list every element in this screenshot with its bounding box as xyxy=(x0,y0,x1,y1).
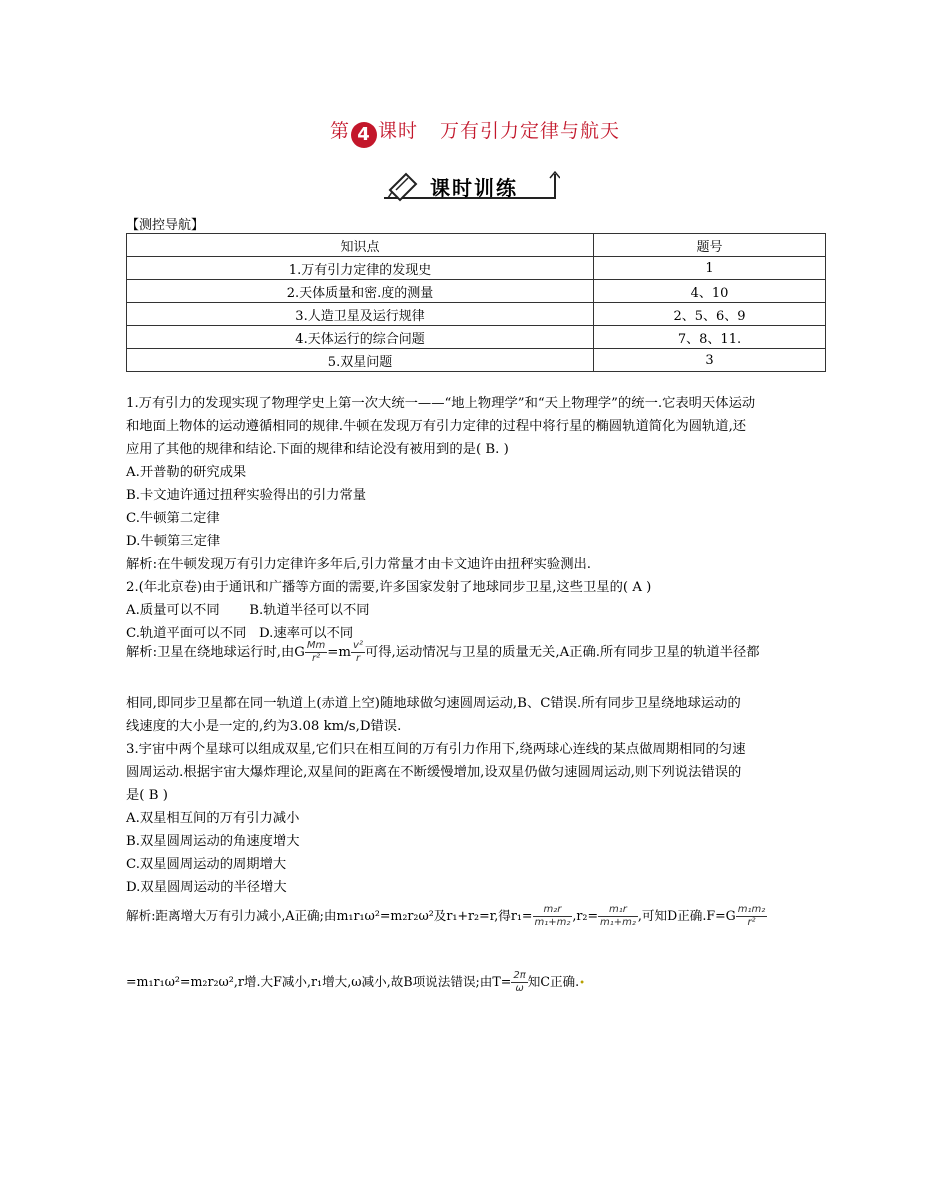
fraction-force: $\frac{\text{m₁m₂}}{\text{r²}}$ xyxy=(737,904,766,928)
q1-option-a: A.开普勒的研究成果 xyxy=(126,465,247,480)
q2-analysis-line: 线速度的大小是一定的,约为3.08 km/s,D错误. xyxy=(126,719,402,734)
topic-cell: 3.人造卫星及运行规律 xyxy=(127,303,594,326)
col-questions-header: 题号 xyxy=(594,234,826,257)
training-banner xyxy=(380,168,560,202)
title-topic: 万有引力定律与航天 xyxy=(440,120,621,142)
topic-cell: 1.万有引力定律的发现史 xyxy=(127,257,594,280)
banner-text: 课时训练 xyxy=(430,176,518,200)
q3-analysis-cont xyxy=(126,970,832,995)
q2-analysis-part: 可得,运动情况与卫星的质量无关,A正确.所有同步卫星的轨道半径都 xyxy=(364,645,760,660)
q2-analysis-cont xyxy=(126,692,832,899)
questions-cell: 1 xyxy=(594,257,826,280)
table-row xyxy=(127,326,826,349)
table-header-row xyxy=(127,234,826,257)
q3-option-d: D.双星圆周运动的半径增大 xyxy=(126,880,287,895)
q2-options-ab: A.质量可以不同 B.轨道半径可以不同 xyxy=(126,603,370,618)
q3-analysis xyxy=(126,904,846,929)
fraction-gmm: $\frac{Mm}{\text{r²}}$ xyxy=(306,640,326,664)
questions-cell: 2、5、6、9 xyxy=(594,303,826,326)
q1-stem-line: 1.万有引力的发现实现了物理学史上第一次大统一——“地上物理学”和“天上物理学”的统一.它表明天体运动 xyxy=(126,396,756,411)
topic-cell: 5.双星问题 xyxy=(127,349,594,372)
q3-analysis-part: =m₁r₁ω²=m₂r₂ω²,r增.大F减小,r₁增大,ω减小,故B项说法错误;由T= xyxy=(126,974,512,989)
fraction-r1: $\frac{\text{m₂r}}{\text{m₁+m₂}}$ xyxy=(534,904,571,928)
q3-option-a: A.双星相互间的万有引力减小 xyxy=(126,811,300,826)
q3-analysis-part: ,可知D正确.F=G xyxy=(637,908,736,923)
q2-analysis xyxy=(126,640,832,665)
topic-cell: 4.天体运行的综合问题 xyxy=(127,326,594,349)
questions-cell: 3 xyxy=(594,349,826,372)
q2-analysis-part: =m xyxy=(327,645,352,660)
q3-stem-line: 圆周运动.根据宇宙大爆炸理论,双星间的距离在不断缓慢增加,设双星仍做匀速圆周运动,则下列说法错误的 xyxy=(126,765,742,780)
topic-cell: 2.天体质量和密.度的测量 xyxy=(127,280,594,303)
questions-cell: 7、8、11. xyxy=(594,326,826,349)
lesson-number-badge: 4 xyxy=(351,122,377,148)
mark-dot: • xyxy=(579,978,586,989)
title-prefix: 第 xyxy=(329,120,350,142)
q1-analysis: 解析:在牛顿发现万有引力定律许多年后,引力常量才由卡文迪许由扭秤实验测出. xyxy=(126,557,592,572)
q3-analysis-part: 解析:距离增大万有引力减小,A正确;由m₁r₁ω²=m₂r₂ω²及r₁+r₂=r,得r₁= xyxy=(126,908,533,923)
q3-analysis-part: ,r₂= xyxy=(572,908,599,923)
q3-analysis-part: 知C正确. xyxy=(527,974,580,989)
table-row xyxy=(127,303,826,326)
lesson-title xyxy=(0,116,950,148)
q3-stem-line: 是( B ) xyxy=(126,788,168,803)
q2-analysis-part: 解析:卫星在绕地球运行时,由G xyxy=(126,645,305,660)
q2-options-cd: C.轨道平面可以不同 D.速率可以不同 xyxy=(126,626,354,641)
table-row xyxy=(127,257,826,280)
q2-analysis-line: 相同,即同步卫星都在同一轨道上(赤道上空)随地球做匀速圆周运动,B、C错误.所有同步卫星绕地球运动的 xyxy=(126,696,741,711)
q3-stem-line: 3.宇宙中两个星球可以组成双星,它们只在相互间的万有引力作用下,绕两球心连线的某点做周期相同的匀速 xyxy=(126,742,746,757)
q3-option-c: C.双星圆周运动的周期增大 xyxy=(126,857,287,872)
q1-option-c: C.牛顿第二定律 xyxy=(126,511,220,526)
q1-stem-line: 和地面上物体的运动遵循相同的规律.牛顿在发现万有引力定律的过程中将行星的椭圆轨道简化为圆轨道,还 xyxy=(126,419,747,434)
question-1 xyxy=(126,392,832,645)
q3-option-b: B.双星圆周运动的角速度增大 xyxy=(126,834,300,849)
nav-label: 【测控导航】 xyxy=(126,218,205,233)
table-row xyxy=(127,280,826,303)
fraction-r2: $\frac{\text{m₁r}}{\text{m₁+m₂}}$ xyxy=(600,904,636,928)
fraction-v2r: $\frac{\text{v²}}{r}$ xyxy=(353,640,363,664)
questions-cell: 4、10 xyxy=(594,280,826,303)
q1-stem-line: 应用了其他的规律和结论.下面的规律和结论没有被用到的是( B. ) xyxy=(126,442,509,457)
title-mid: 课时 xyxy=(377,120,418,142)
knowledge-table xyxy=(126,233,826,372)
q1-option-d: D.牛顿第三定律 xyxy=(126,534,221,549)
q2-stem: 2.(年北京卷)由于通讯和广播等方面的需要,许多国家发射了地球同步卫星,这些卫星的( A ) xyxy=(126,580,652,595)
table-row xyxy=(127,349,826,372)
q1-option-b: B.卡文迪许通过扭秤实验得出的引力常量 xyxy=(126,488,367,503)
col-topic-header: 知识点 xyxy=(127,234,594,257)
fraction-period: $\frac{2\pi}{\omega}$ xyxy=(513,970,526,994)
